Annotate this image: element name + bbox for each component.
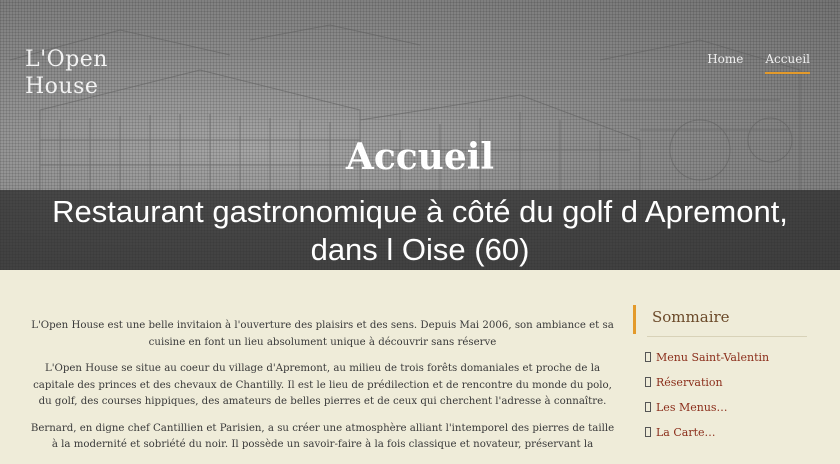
logo-line-1: L'Open [25, 47, 108, 72]
sidebar-item-label: La Carte… [656, 426, 716, 439]
sidebar-divider [647, 336, 807, 337]
sidebar-item-la-carte[interactable] [645, 420, 823, 445]
sidebar-item-menu-saint-valentin[interactable] [645, 345, 823, 370]
main-content [30, 318, 615, 464]
main-nav [707, 52, 810, 74]
sidebar-item-label: Les Menus… [656, 401, 728, 414]
subtitle-line-2: dans l Oise (60) [310, 232, 530, 267]
bullet-icon [645, 427, 651, 437]
sidebar-item-label: Menu Saint-Valentin [656, 351, 770, 364]
sidebar-item-reservation[interactable] [645, 370, 823, 395]
chef-paragraph: Bernard, en digne chef Cantillien et Parisien, a su créer une atmosphère alliant l'intemporel des pierres de taille à la modernité et sobriété du noir. Il possède un savoir-faire à la fois classique et novateur, préservant la [30, 422, 615, 450]
page-title: Accueil [345, 136, 495, 178]
nav-home-link[interactable]: Home [707, 52, 744, 66]
subtitle-line-1: Restaurant gastronomique à côté du golf d Apremont, [52, 194, 788, 229]
sidebar-item-les-menus[interactable] [645, 395, 823, 420]
sidebar-title: Sommaire [633, 305, 823, 334]
sidebar-item-label: Réservation [656, 376, 723, 389]
sidebar [633, 305, 823, 445]
site-logo[interactable] [25, 46, 108, 100]
sidebar-menu [633, 345, 823, 445]
logo-line-2: House [25, 74, 99, 99]
bullet-icon [645, 352, 651, 362]
bullet-icon [645, 402, 651, 412]
location-paragraph: L'Open House se situe au coeur du village d'Apremont, au milieu de trois forêts domaniales et proche de la capitale des princes et des chevaux de Chantilly. Il est le lieu de prédilection et de rencontre du monde du polo, du golf, des courses hippiques, des amateurs de belles pierres et de ceux qui cherchent l'adresse à connaître. [33, 363, 612, 407]
page-subtitle [0, 193, 840, 269]
intro-paragraph: L'Open House est une belle invitaion à l'ouverture des plaisirs et des sens. Depuis Mai 2006, son ambiance et sa cuisine en font un lieu absolument unique à découvrir sans réserve [31, 320, 614, 348]
bullet-icon [645, 377, 651, 387]
nav-accueil-link[interactable]: Accueil [765, 52, 810, 74]
